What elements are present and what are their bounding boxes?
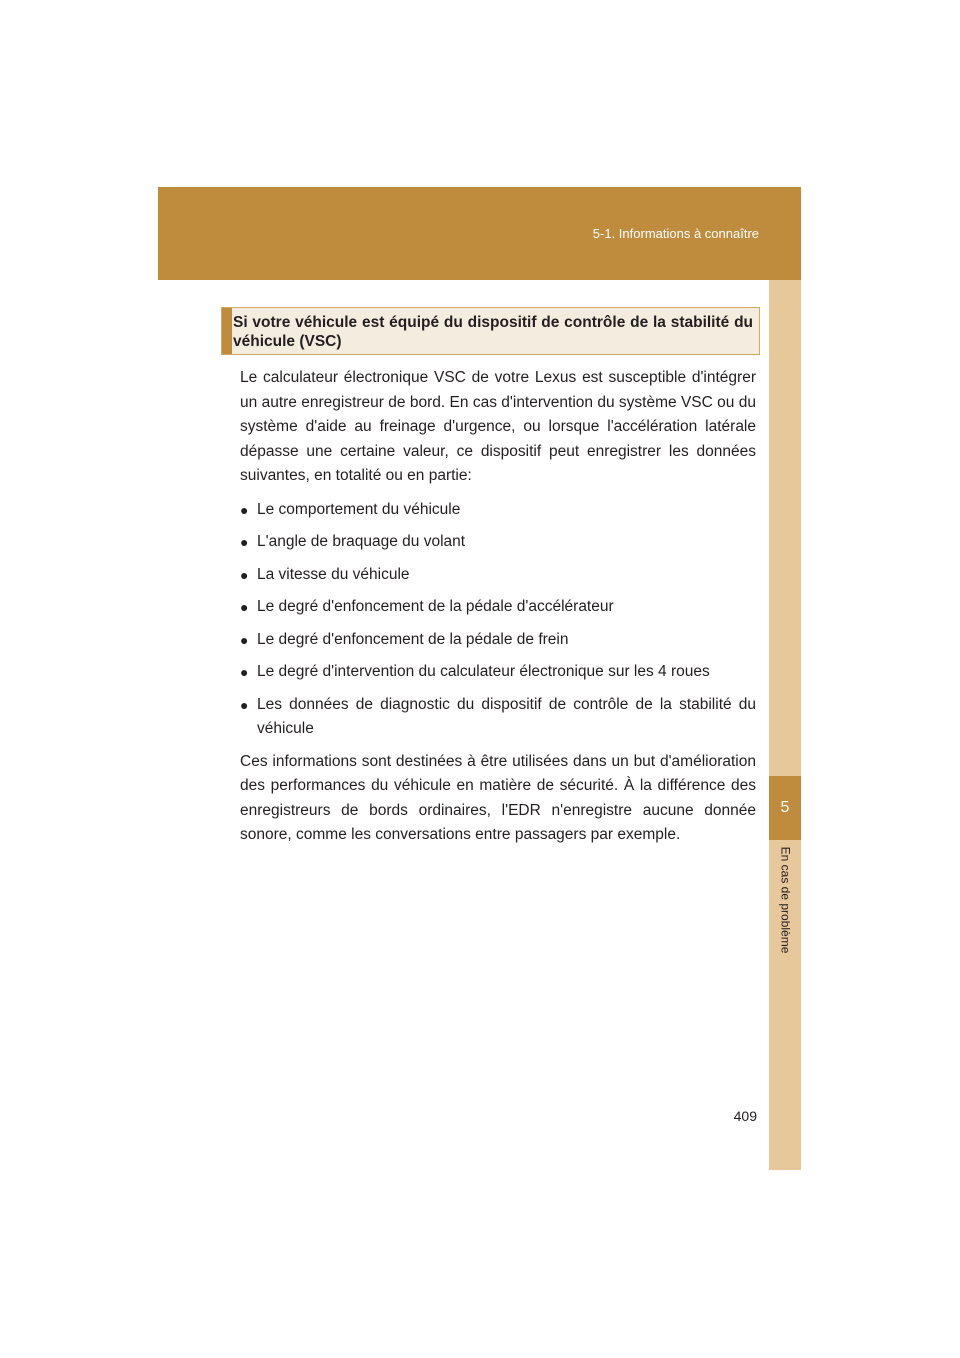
list-item bbox=[240, 498, 756, 523]
section-content bbox=[240, 366, 756, 848]
data-bullet-list bbox=[240, 498, 756, 742]
list-item bbox=[240, 693, 756, 742]
chapter-number-tab bbox=[769, 776, 801, 840]
bullet-icon: ● bbox=[240, 501, 249, 518]
section-heading: Si votre véhicule est équipé du dispositif de contrôle de la stabilité du véhicule (VSC) bbox=[233, 314, 753, 350]
chapter-side-strip bbox=[769, 280, 801, 1170]
chapter-number: 5 bbox=[780, 799, 790, 816]
bullet-icon: ● bbox=[240, 599, 249, 615]
list-item-text: Le degré d'intervention du calculateur électronique sur les 4 roues bbox=[257, 663, 710, 680]
list-item bbox=[240, 628, 756, 653]
list-item bbox=[240, 563, 756, 588]
list-item-text: Les données de diagnostic du dispositif de contrôle de la stabilité du véhicule bbox=[257, 695, 756, 737]
page-number: 409 bbox=[733, 1108, 757, 1124]
section-heading-box bbox=[221, 307, 760, 355]
list-item bbox=[240, 530, 756, 555]
list-item-text: Le degré d'enfoncement de la pédale de frein bbox=[257, 630, 569, 648]
list-item-text: La vitesse du véhicule bbox=[257, 565, 410, 583]
bullet-icon: ● bbox=[240, 534, 249, 550]
chapter-title: En cas de problème bbox=[778, 846, 793, 954]
bullet-icon: ● bbox=[240, 566, 249, 583]
chapter-title-vertical bbox=[769, 846, 801, 954]
bullet-icon: ● bbox=[240, 664, 249, 680]
list-item bbox=[240, 595, 756, 620]
bullet-icon: ● bbox=[240, 696, 249, 713]
list-item bbox=[240, 660, 756, 685]
closing-paragraph: Ces informations sont destinées à être utilisées dans un but d'amélioration des performances du véhicule en matière de sécurité. À la différence des enregistreurs de bords ordinaires, l'EDR n'enregistre aucune donnée sonore, comme les conversations entre passagers par exemple. bbox=[240, 752, 756, 843]
list-item-text: Le comportement du véhicule bbox=[257, 500, 461, 518]
heading-accent-bar bbox=[222, 308, 232, 354]
bullet-icon: ● bbox=[240, 631, 249, 648]
list-item-text: Le degré d'enfoncement de la pédale d'accélérateur bbox=[257, 598, 614, 615]
intro-paragraph: Le calculateur électronique VSC de votre Lexus est susceptible d'intégrer un autre enregistreur de bord. En cas d'intervention du système VSC ou du système d'aide au freinage d'urgence, ou lorsque l'accélération latérale dépasse une certaine valeur, ce dispositif peut enregistrer les données suivantes, en totalité ou en partie: bbox=[240, 369, 756, 484]
section-reference: 5-1. Informations à connaître bbox=[592, 226, 759, 241]
list-item-text: L'angle de braquage du volant bbox=[257, 533, 466, 550]
header-band bbox=[158, 187, 801, 280]
